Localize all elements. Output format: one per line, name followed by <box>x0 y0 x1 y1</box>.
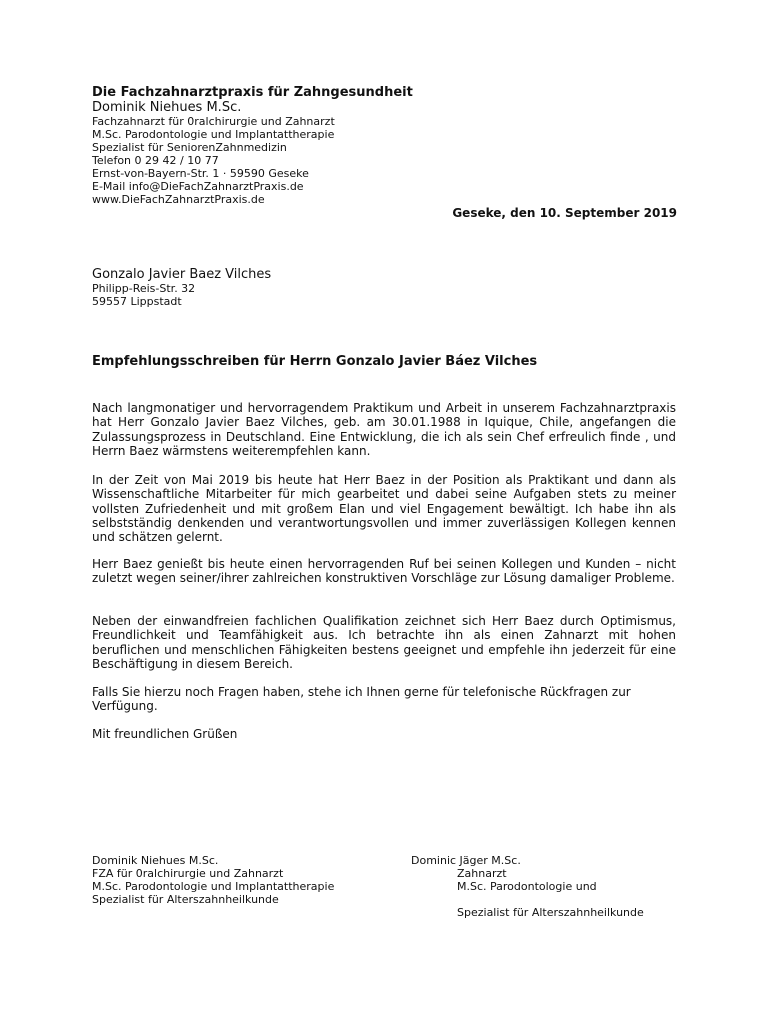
letterhead-line: www.DieFachZahnarztPraxis.de <box>92 193 265 206</box>
recipient-street: Philipp-Reis-Str. 32 <box>92 282 196 295</box>
recipient-city: 59557 Lippstadt <box>92 295 182 308</box>
letterhead-line: E-Mail info@DieFachZahnarztPraxis.de <box>92 180 304 193</box>
signature-line: M.Sc. Parodontologie und <box>457 880 597 893</box>
body-paragraph: Neben der einwandfreien fachlichen Qualifikation zeichnet sich Herr Baez durch Optimismus, Freundlichkeit und Teamfähigkeit aus. Ich betrachte ihn als einen Zahnarzt mit hohen beruflichen und menschlichen Fähigkeiten bestens geeignet und empfehle ihn jederzeit für eine Beschäftigung in diesem Bereich. <box>92 614 676 671</box>
signature-line: Spezialist für Alterszahnheilkunde <box>92 893 279 906</box>
body-paragraph: Nach langmonatiger und hervorragendem Praktikum und Arbeit in unserem Fachzahnarztpraxis hat Herr Gonzalo Javier Baez Vilches, geb. am 30.01.1988 in Iquique, Chile, angefangen die Zulassungsprozess in Deutschland. Eine Entwicklung, die ich als sein Chef erfreulich finde , und Herrn Baez wärmstens weiterempfehlen kann. <box>92 401 676 458</box>
closing-phrase: Mit freundlichen Grüßen <box>92 727 238 741</box>
letter-subject: Empfehlungsschreiben für Herrn Gonzalo Javier Báez Vilches <box>92 354 538 369</box>
signature-line: FZA für 0ralchirurgie und Zahnarzt <box>92 867 284 880</box>
doctor-name: Dominik Niehues M.Sc. <box>92 100 242 115</box>
letterhead-line: M.Sc. Parodontologie und Implantattherapie <box>92 128 335 141</box>
signature-name: Dominik Niehues M.Sc. <box>92 854 219 867</box>
letter-date: Geseke, den 10. September 2019 <box>452 206 677 220</box>
letterhead-line: Spezialist für SeniorenZahnmedizin <box>92 141 287 154</box>
recipient-name: Gonzalo Javier Baez Vilches <box>92 267 272 282</box>
practice-name: Die Fachzahnarztpraxis für Zahngesundheit <box>92 85 413 100</box>
letterhead-line: Fachzahnarzt für 0ralchirurgie und Zahnarzt <box>92 115 335 128</box>
body-paragraph: Falls Sie hierzu noch Fragen haben, stehe ich Ihnen gerne für telefonische Rückfragen zur Verfügung. <box>92 685 631 714</box>
body-paragraph: In der Zeit von Mai 2019 bis heute hat Herr Baez in der Position als Praktikant und dann als Wissenschaftliche Mitarbeiter für mich gearbeitet und dabei seine Aufgaben stets zu meiner vollsten Zufriedenheit und mit großem Elan und viel Engagement bewältigt. Ich habe ihn als selbstständig denkenden und verantwortungsvollen und immer zuverlässigen Kollegen kennen und schätzen gelernt. <box>92 473 676 545</box>
signature-line: Zahnarzt <box>457 867 507 880</box>
letterhead-line: Ernst-von-Bayern-Str. 1 · 59590 Geseke <box>92 167 309 180</box>
signature-line: Spezialist für Alterszahnheilkunde <box>457 906 644 919</box>
signature-name: Dominic Jäger M.Sc. <box>411 854 521 867</box>
body-paragraph: Herr Baez genießt bis heute einen hervorragenden Ruf bei seinen Kollegen und Kunden – nicht zuletzt wegen seiner/ihrer zahlreichen konstruktiven Vorschläge zur Lösung damaliger Probleme. <box>92 557 676 586</box>
letterhead-line: Telefon 0 29 42 / 10 77 <box>92 154 219 167</box>
signature-block-left <box>92 854 334 906</box>
signature-line: M.Sc. Parodontologie und Implantattherapie <box>92 880 335 893</box>
signature-block-right <box>411 854 644 919</box>
recipient-address <box>92 282 195 308</box>
letterhead-details <box>92 115 335 206</box>
